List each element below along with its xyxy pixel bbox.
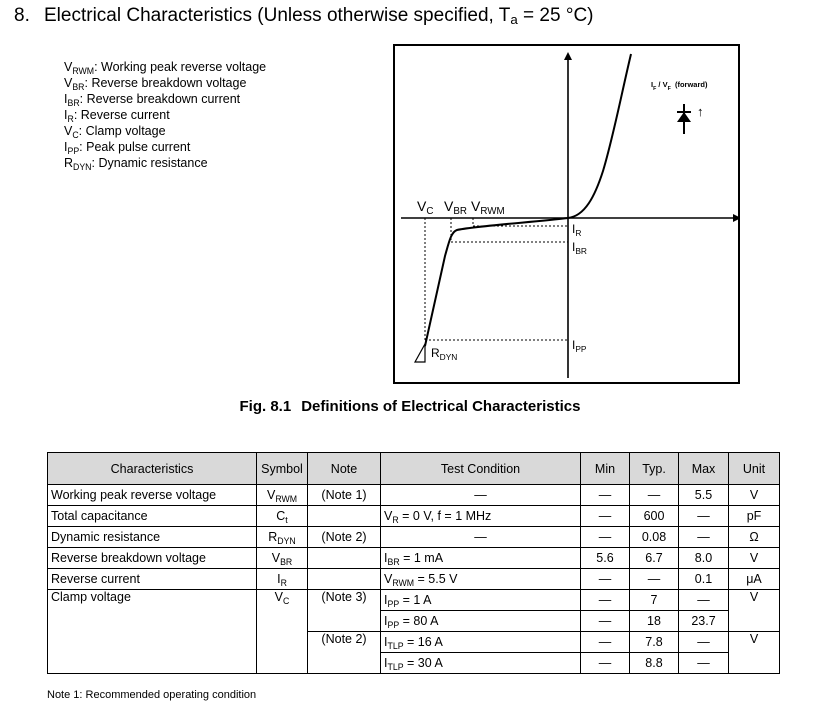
table-cell: —: [679, 653, 729, 674]
table-cell: 7.8: [630, 632, 679, 653]
vc-label: $V_C$: [417, 198, 434, 217]
table-cell: 8.0: [679, 548, 729, 569]
table-cell: 7: [630, 590, 679, 611]
ir-label: $I_R$: [572, 222, 582, 238]
definition-item: $I_{BR}$: Reverse breakdown current: [64, 92, 241, 108]
table-cell: —: [581, 569, 630, 590]
table-cell: Total capacitance: [48, 506, 257, 527]
table-cell: [308, 506, 381, 527]
table-cell: $C_t$: [257, 506, 308, 527]
table-cell: 0.08: [630, 527, 679, 548]
table-cell: Reverse current: [48, 569, 257, 590]
definition-item: $V_{RWM}$: Working peak reverse voltage: [64, 60, 267, 76]
definition-item: $R_{DYN}$: Dynamic resistance: [64, 156, 208, 172]
ipp-label: $I_{PP}$: [572, 338, 587, 354]
figure-caption-text: Definitions of Electrical Characteristics: [301, 398, 581, 415]
table-row: [48, 485, 780, 506]
table-header: Test Condition: [381, 453, 581, 485]
table-cell: $V_{BR}$: [257, 548, 308, 569]
iv-characteristic-figure: [393, 44, 740, 384]
table-header: Typ.: [630, 453, 679, 485]
forward-curve: [568, 54, 631, 218]
table-cell: —: [630, 485, 679, 506]
table-cell: Reverse breakdown voltage: [48, 548, 257, 569]
table-cell: 600: [630, 506, 679, 527]
table-cell: —: [581, 611, 630, 632]
table-header: Unit: [729, 453, 780, 485]
electrical-characteristics-table: [47, 452, 780, 674]
table-cell: V: [729, 485, 780, 506]
table-cell: (Note 3): [308, 590, 381, 632]
table-cell: 5.6: [581, 548, 630, 569]
table-row: [48, 590, 780, 611]
table-cell: $V_{RWM} = 5.5$ V: [381, 569, 581, 590]
table-cell: μA: [729, 569, 780, 590]
table-cell: —: [679, 590, 729, 611]
table-cell: $I_{TLP} = 30$ A: [381, 653, 581, 674]
table-header-row: [48, 453, 780, 485]
table-cell: V: [729, 590, 780, 632]
table-cell: —: [581, 632, 630, 653]
footnote: Note 1: Recommended operating condition: [47, 689, 257, 701]
table-cell: $I_R$: [257, 569, 308, 590]
table-cell: —: [581, 653, 630, 674]
table-cell: 8.8: [630, 653, 679, 674]
table-cell: —: [381, 485, 581, 506]
vbr-label: $V_{BR}$: [444, 198, 467, 217]
table-cell: Ω: [729, 527, 780, 548]
table-header: Note: [308, 453, 381, 485]
table-cell: V: [729, 632, 780, 674]
reverse-curve: [425, 218, 568, 346]
table-cell: —: [581, 485, 630, 506]
table-cell: (Note 1): [308, 485, 381, 506]
table-cell: [308, 548, 381, 569]
ibr-label: $I_{BR}$: [572, 240, 587, 256]
y-axis-arrow: [564, 52, 572, 60]
table-cell: Working peak reverse voltage: [48, 485, 257, 506]
table-cell: 5.5: [679, 485, 729, 506]
table-cell: (Note 2): [308, 632, 381, 674]
definition-item: $V_C$: Clamp voltage: [64, 124, 166, 140]
table-row: [48, 527, 780, 548]
figure-caption: [0, 398, 820, 415]
section-title-tail: = 25 °C): [517, 5, 594, 26]
table-cell: —: [581, 506, 630, 527]
diode-icon: [677, 104, 691, 134]
table-cell: pF: [729, 506, 780, 527]
table-cell: $V_C$: [257, 590, 308, 674]
table-row: [48, 569, 780, 590]
table-header: Min: [581, 453, 630, 485]
table-cell: —: [581, 590, 630, 611]
rdyn-triangle: [415, 344, 425, 362]
table-cell: Clamp voltage: [48, 590, 257, 674]
table-cell: [308, 569, 381, 590]
table-cell: 0.1: [679, 569, 729, 590]
section-title-sub: a: [510, 12, 518, 27]
section-number: 8.: [14, 5, 30, 26]
table-cell: 6.7: [630, 548, 679, 569]
table-row: [48, 506, 780, 527]
table-cell: $V_R = 0$ V, f = 1 MHz: [381, 506, 581, 527]
table-cell: —: [581, 527, 630, 548]
vrwm-label: $V_{RWM}$: [471, 198, 505, 217]
table-header: Symbol: [257, 453, 308, 485]
table-cell: $R_{DYN}$: [257, 527, 308, 548]
forward-label: $I_F / V_F$ (forward): [651, 80, 708, 92]
table-cell: $I_{BR} = 1$ mA: [381, 548, 581, 569]
rdyn-label: $R_{DYN}$: [431, 346, 458, 362]
definitions-list: [64, 59, 266, 171]
table-row: [48, 548, 780, 569]
section-title-text: Electrical Characteristics (Unless otherwise specified, T: [44, 5, 511, 26]
table-cell: —: [679, 527, 729, 548]
table-header: Max: [679, 453, 729, 485]
definition-item: $I_{PP}$: Peak pulse current: [64, 140, 191, 156]
table-cell: 23.7: [679, 611, 729, 632]
table-cell: —: [381, 527, 581, 548]
figure-number: Fig. 8.1: [239, 398, 292, 415]
table-cell: $I_{PP} = 80$ A: [381, 611, 581, 632]
table-cell: $I_{PP} = 1$ A: [381, 590, 581, 611]
table-cell: —: [679, 506, 729, 527]
definition-item: $I_R$: Reverse current: [64, 108, 170, 124]
x-axis-arrow: [733, 214, 738, 222]
table-cell: $I_{TLP} = 16$ A: [381, 632, 581, 653]
iv-curve-diagram: [395, 46, 738, 382]
table-cell: —: [630, 569, 679, 590]
table-header: Characteristics: [48, 453, 257, 485]
section-title: [14, 5, 594, 27]
table-cell: $V_{RWM}$: [257, 485, 308, 506]
table-cell: (Note 2): [308, 527, 381, 548]
table-cell: 18: [630, 611, 679, 632]
arrow-up-icon: ↑: [697, 104, 704, 119]
table-cell: —: [679, 632, 729, 653]
table-cell: V: [729, 548, 780, 569]
definition-item: $V_{BR}$: Reverse breakdown voltage: [64, 76, 247, 92]
table-cell: Dynamic resistance: [48, 527, 257, 548]
